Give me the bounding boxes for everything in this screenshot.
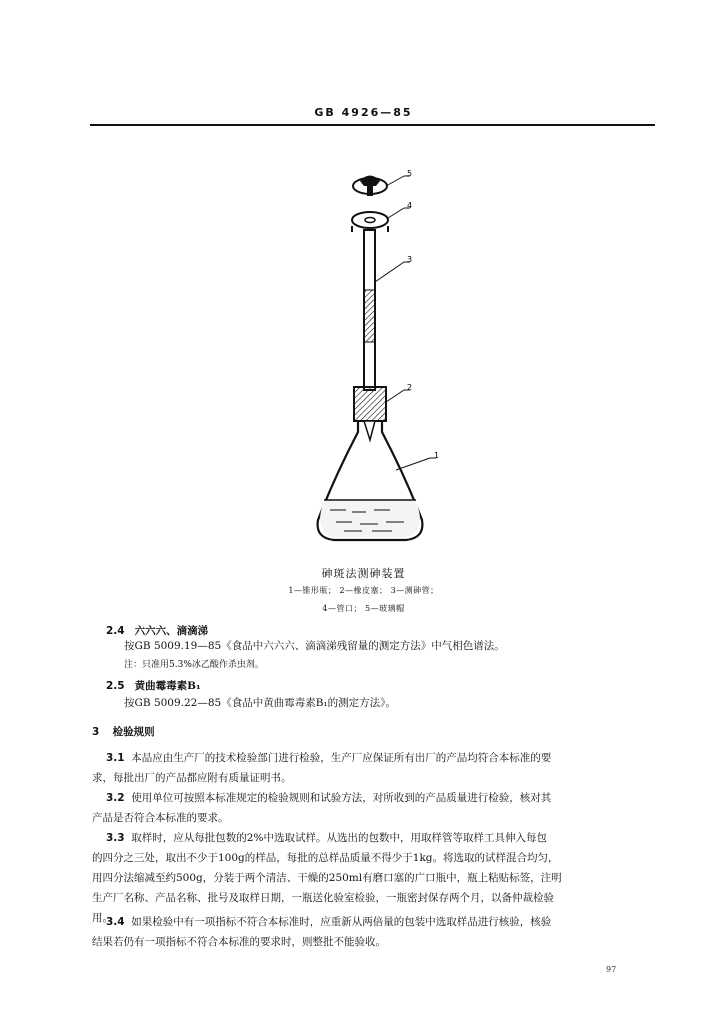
clause-line: 结果若仍有一项指标不符合本标准的要求时，则整批不能验收。	[92, 936, 386, 948]
clause-3-2	[92, 788, 667, 828]
section-number: 2.4	[106, 625, 125, 637]
clause-line: 产品是否符合本标准的要求。	[92, 812, 229, 824]
clause-3-4	[92, 912, 667, 952]
clause-line: 用四分法缩减至约500g，分装于两个清洁、干燥的250ml有磨口塞的广口瓶中，瓶上粘贴标签，注明	[92, 872, 562, 884]
arsenic-apparatus-diagram	[300, 162, 460, 552]
clause-number: 3.1	[106, 752, 125, 764]
standard-code-header: GB 4926—85	[314, 106, 413, 119]
section-2-4-note: 注：只准用5.3%冰乙酸作杀虫剂。	[124, 660, 264, 670]
figure-label-4: 4	[407, 201, 413, 210]
section-title: 黄曲霉毒素B₁	[134, 680, 201, 692]
figure-title: 砷斑法测砷装置	[321, 567, 406, 580]
section-number: 2.5	[106, 680, 125, 692]
figure-label-1: 1	[434, 451, 440, 460]
figure-legend-line-2: 4—管口； 5—玻璃帽	[322, 604, 405, 613]
section-2-5-text: 按GB 5009.22—85《食品中黄曲霉毒素B₁的测定方法》。	[124, 697, 396, 709]
section-number: 3	[92, 726, 100, 738]
figure-label-2: 2	[407, 383, 413, 392]
section-2-4-text: 按GB 5009.19—85《食品中六六六、滴滴涕残留量的测定方法》中气相色谱法。	[124, 640, 505, 652]
clause-line: 本品应由生产厂的技术检验部门进行检验，生产厂应保证所有出厂的产品均符合本标准的要	[131, 752, 552, 764]
arsenic-tube	[364, 230, 375, 390]
clause-number: 3.3	[106, 832, 125, 844]
page-number: 97	[606, 965, 617, 974]
clause-line: 用。	[92, 912, 113, 924]
glass-cap	[353, 176, 387, 197]
clause-line: 求，每批出厂的产品都应附有质量证明书。	[92, 772, 292, 784]
clause-line: 如果检验中有一项指标不符合本标准时，应重新从两倍量的包装中选取样品进行核验，核验	[131, 916, 552, 928]
clause-number: 3.4	[106, 916, 125, 928]
figure-legend-line-1: 1—锥形瓶； 2—橡皮塞； 3—测砷管；	[288, 586, 439, 595]
clause-line: 生产厂名称、产品名称、批号及取样日期，一瓶送化验室检验，一瓶密封保存两个月，以备仲裁检验	[92, 892, 554, 904]
figure-label-3: 3	[407, 255, 413, 264]
section-title: 检验规则	[112, 726, 155, 738]
clause-line: 取样时，应从每批包数的2%中选取试样。从选出的包数中，用取样管等取样工具伸入每包	[131, 832, 547, 844]
clause-line: 的四分之三处，取出不少于100g的样品，每批的总样品质量不得少于1kg。将选取的试样混合均匀，	[92, 852, 559, 864]
section-title: 六六六、滴滴涕	[134, 625, 209, 637]
clause-3-1	[92, 748, 667, 788]
section-3-heading	[92, 722, 155, 742]
figure-label-5: 5	[407, 169, 413, 178]
header-rule	[90, 124, 655, 126]
clause-line: 使用单位可按照本标准规定的检验规则和试验方法，对所收到的产品质量进行检验，核对其	[131, 792, 552, 804]
clause-number: 3.2	[106, 792, 125, 804]
